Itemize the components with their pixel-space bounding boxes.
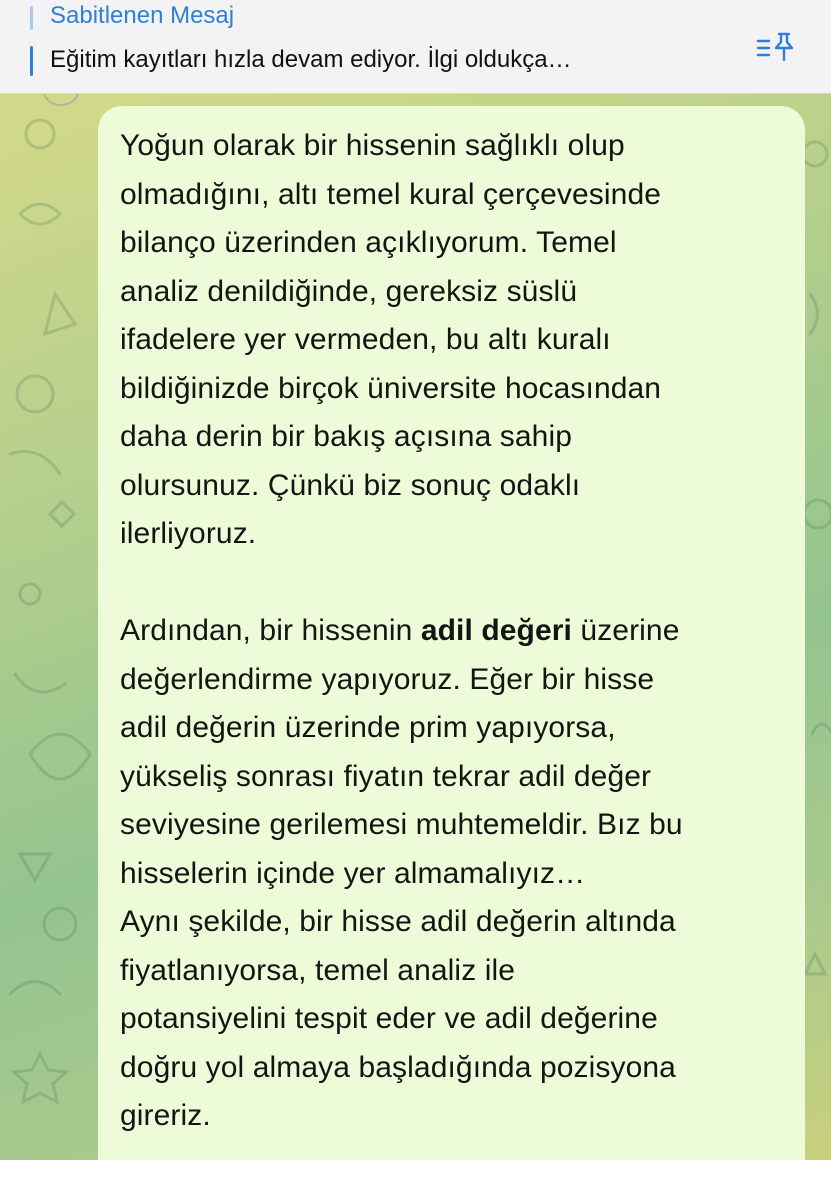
message-line: gireriz. — [120, 1099, 211, 1132]
pinned-indicator-inactive — [30, 6, 33, 30]
message-line: ilerliyoruz. — [120, 517, 257, 550]
pinned-indicator-active — [30, 46, 33, 76]
pinned-message-preview: Eğitim kayıtları hızla devam ediyor. İlgi oldukça… — [50, 46, 572, 73]
message-line: bilanço üzerinden açıklıyorum. Temel — [120, 226, 617, 259]
message-line — [120, 607, 785, 656]
message-line: potansiyelini tespit eder ve adil değerine — [120, 1002, 658, 1035]
message-bold-term: adil değeri — [420, 614, 572, 647]
message-line: Yoğun olarak bir hissenin sağlıklı olup — [120, 129, 625, 162]
message-line: değerlendirme yapıyoruz. Eğer bir hisse — [120, 662, 655, 696]
message-line: ifadelere yer vermeden, bu altı kuralı — [120, 323, 611, 356]
pinned-message-bar[interactable] — [0, 0, 831, 94]
message-line: hisselerin içinde yer almamalıyız… — [120, 856, 586, 890]
message-line: olursunuz. Çünkü biz sonuç odaklı — [120, 468, 581, 502]
pinned-list-button[interactable] — [755, 30, 795, 64]
message-line: fiyatlanıyorsa, temel analiz ile — [120, 953, 516, 987]
message-text-segment: üzerine — [571, 614, 680, 647]
message-line: olmadığını, altı temel kural çerçevesinde — [120, 177, 662, 211]
pinned-message-title: Sabitlenen Mesaj — [50, 2, 235, 29]
message-line: yükseliş sonrası fiyatın tekrar adil değer — [120, 759, 652, 793]
message-line: analiz denildiğinde, gereksiz süslü — [120, 274, 578, 308]
bottom-strip — [0, 1160, 831, 1200]
message-bubble[interactable] — [98, 106, 805, 1160]
message-line: seviyesine gerilemesi muhtemeldir. Bız bu — [120, 808, 683, 841]
paragraph-gap — [120, 559, 785, 608]
message-text — [120, 122, 785, 1141]
pinned-list-icon — [755, 30, 795, 64]
message-text-segment: Ardından, bir hissenin — [120, 614, 421, 647]
message-line: adil değerin üzerinde prim yapıyorsa, — [120, 711, 616, 744]
message-line: bildiğinizde birçok üniversite hocasından — [120, 371, 662, 405]
message-line: Aynı şekilde, bir hisse adil değerin altında — [120, 905, 676, 938]
message-line: daha derin bir bakış açısına sahip — [120, 420, 573, 453]
message-line: doğru yol almaya başladığında pozisyona — [120, 1050, 676, 1084]
